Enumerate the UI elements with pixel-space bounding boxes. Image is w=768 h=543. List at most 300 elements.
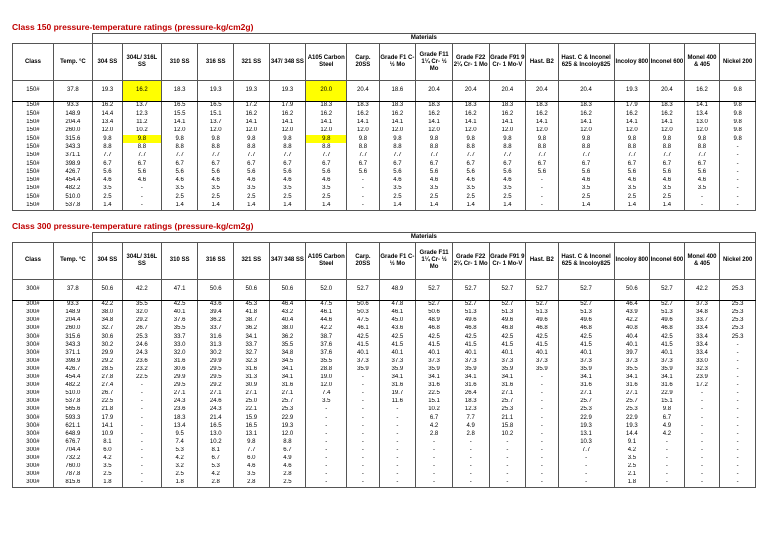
column-header: Grade F1 C-½ Mo <box>379 44 416 81</box>
table-cell: 40.1 <box>416 349 453 357</box>
table-cell: 22.9 <box>558 414 614 422</box>
blank-cell <box>13 34 93 44</box>
table-cell: 260.0 <box>53 127 92 135</box>
table-row <box>13 177 756 185</box>
table-cell: 150# <box>13 81 54 102</box>
table-cell: 35.9 <box>526 366 558 374</box>
table-cell: 13.4 <box>684 110 720 118</box>
table-cell: 18.3 <box>416 102 453 111</box>
table-cell: 33.4 <box>684 333 720 341</box>
table-cell: 8.8 <box>92 143 122 151</box>
table-cell: 300# <box>13 414 54 422</box>
table-cell: - <box>347 193 379 201</box>
table-cell: - <box>347 471 379 479</box>
table-cell: 13.1 <box>558 430 614 438</box>
table-cell: - <box>306 455 347 463</box>
table-cell: - <box>347 479 379 488</box>
table-cell: 3.5 <box>161 185 198 193</box>
column-header: 321 SS <box>234 44 270 81</box>
table-cell: 4.2 <box>614 447 650 455</box>
table-cell: 41.5 <box>452 341 489 349</box>
table-cell: 565.6 <box>53 406 92 414</box>
table-cell: 16.5 <box>198 422 234 430</box>
table-cell: 31.6 <box>558 382 614 390</box>
table-cell: 5.6 <box>269 168 306 176</box>
table-cell: 15.1 <box>650 398 685 406</box>
table-cell: 51.3 <box>558 309 614 317</box>
table-cell: - <box>416 463 453 471</box>
table-cell: - <box>122 382 161 390</box>
table-cell: 5.6 <box>92 168 122 176</box>
table-cell: 41.5 <box>526 341 558 349</box>
table-cell: - <box>452 438 489 446</box>
table-cell: 16.2 <box>489 110 526 118</box>
table-cell: - <box>122 463 161 471</box>
table-cell: 35.5 <box>161 325 198 333</box>
table-cell: 8.8 <box>269 438 306 446</box>
table-cell: - <box>379 479 416 488</box>
table-cell: 6.0 <box>234 455 270 463</box>
table-cell: 15.1 <box>416 398 453 406</box>
table-cell: 26.7 <box>92 390 122 398</box>
table-cell: 36.2 <box>234 325 270 333</box>
table-cell: 25.7 <box>269 398 306 406</box>
table-cell: 14.1 <box>526 119 558 127</box>
table-cell: 3.5 <box>614 185 650 193</box>
table-cell: 14.1 <box>489 119 526 127</box>
table-cell: 204.4 <box>53 317 92 325</box>
table-cell: 14.4 <box>614 430 650 438</box>
table-cell: 621.1 <box>53 422 92 430</box>
table-cell: 2.5 <box>269 479 306 488</box>
column-header: 347/ 348 SS <box>269 44 306 81</box>
table-cell: 10.2 <box>489 430 526 438</box>
table-row <box>13 185 756 193</box>
table-cell: 33.0 <box>161 341 198 349</box>
table-cell: - <box>720 447 756 455</box>
table-cell: - <box>558 463 614 471</box>
table-cell: 4.6 <box>558 177 614 185</box>
table-cell: 14.1 <box>684 102 720 111</box>
table-cell: 4.6 <box>234 463 270 471</box>
column-header: 321 SS <box>234 242 270 279</box>
table-cell: 6.7 <box>526 160 558 168</box>
table-row <box>13 414 756 422</box>
table-cell: 1.4 <box>379 202 416 211</box>
table-cell: 40.4 <box>269 317 306 325</box>
table-cell: 9.8 <box>452 135 489 143</box>
table-cell: 300# <box>13 398 54 406</box>
table-cell: 50.6 <box>416 309 453 317</box>
table-cell: 34.8 <box>92 317 122 325</box>
table-cell: - <box>720 455 756 463</box>
table-cell: - <box>347 463 379 471</box>
table-cell: 537.8 <box>53 398 92 406</box>
table-cell: 6.7 <box>614 160 650 168</box>
table-cell: 5.6 <box>379 168 416 176</box>
table-cell: 24.3 <box>161 398 198 406</box>
table-cell: - <box>684 447 720 455</box>
table-cell: - <box>526 382 558 390</box>
table-cell: 30.2 <box>92 341 122 349</box>
table-cell: 25.3 <box>558 406 614 414</box>
table-cell: 300# <box>13 382 54 390</box>
table-cell: 43.6 <box>379 325 416 333</box>
table-cell: 5.6 <box>347 168 379 176</box>
table-cell: 7.7 <box>650 152 685 160</box>
table-cell: 2.1 <box>614 471 650 479</box>
table-cell: 1.4 <box>452 202 489 211</box>
table-cell: - <box>720 193 756 201</box>
table-cell: 16.2 <box>269 110 306 118</box>
table-cell: 16.2 <box>92 102 122 111</box>
table-cell: 13.1 <box>234 430 270 438</box>
table-row <box>13 422 756 430</box>
table-cell: 2.5 <box>161 193 198 201</box>
table-cell: 1.8 <box>614 479 650 488</box>
table-cell: - <box>684 430 720 438</box>
column-header: Nickel 200 <box>720 242 756 279</box>
table-cell: 6.7 <box>684 160 720 168</box>
column-header: 304L/ 316L SS <box>122 44 161 81</box>
table-cell: 40.1 <box>614 341 650 349</box>
table-cell: 31.6 <box>379 382 416 390</box>
column-header: Grade F91 9 Cr- 1 Mo-V <box>489 242 526 279</box>
table-cell: 31.6 <box>452 382 489 390</box>
table-cell: 14.1 <box>379 119 416 127</box>
table-cell: 6.7 <box>379 160 416 168</box>
table-cell: 3.5 <box>306 398 347 406</box>
table-cell: 5.6 <box>122 168 161 176</box>
table-cell: 31.6 <box>650 382 685 390</box>
table-row <box>13 398 756 406</box>
table-cell: 2.8 <box>198 479 234 488</box>
table-cell: 2.5 <box>92 471 122 479</box>
table-cell: 27.1 <box>234 390 270 398</box>
table-cell: 38.0 <box>92 309 122 317</box>
table-cell: 300# <box>13 349 54 357</box>
table-cell: 2.5 <box>306 193 347 201</box>
table-cell: - <box>122 185 161 193</box>
table-cell: 3.5 <box>269 185 306 193</box>
table-cell: 9.8 <box>234 438 270 446</box>
table-cell: 300# <box>13 447 54 455</box>
table-cell: 9.8 <box>161 135 198 143</box>
table-cell: 4.6 <box>416 177 453 185</box>
table-cell: - <box>306 406 347 414</box>
table-cell: - <box>452 471 489 479</box>
table-cell: 22.5 <box>122 374 161 382</box>
table-cell: 13.4 <box>161 422 198 430</box>
table-row <box>13 479 756 488</box>
table-cell: 15.8 <box>489 422 526 430</box>
table-cell: 510.0 <box>53 193 92 201</box>
table-cell: 12.0 <box>379 127 416 135</box>
column-header: 304 SS <box>92 44 122 81</box>
table-cell: 27.1 <box>269 390 306 398</box>
table-cell: 300# <box>13 430 54 438</box>
table-cell: 42.5 <box>489 333 526 341</box>
table-cell: 4.6 <box>684 177 720 185</box>
table-cell: 34.1 <box>650 374 685 382</box>
table-cell: 22.9 <box>650 390 685 398</box>
table-cell: 34.1 <box>269 366 306 374</box>
table-cell: 1.8 <box>92 479 122 488</box>
table-cell: 21.1 <box>489 414 526 422</box>
table-cell: 20.4 <box>452 81 489 102</box>
table-cell: - <box>379 463 416 471</box>
table-cell: 52.7 <box>558 300 614 309</box>
table-cell: 36.2 <box>198 317 234 325</box>
table-cell: 300# <box>13 422 54 430</box>
table-cell: 15.9 <box>234 414 270 422</box>
table-cell: 16.5 <box>234 422 270 430</box>
column-header: Temp. °C <box>53 242 92 279</box>
table-row <box>13 102 756 111</box>
table-cell: 7.7 <box>269 152 306 160</box>
table-cell: 17.9 <box>614 102 650 111</box>
table-cell: 14.1 <box>558 119 614 127</box>
table-cell: 150# <box>13 143 54 151</box>
table-cell: 426.7 <box>53 168 92 176</box>
table-cell: 9.8 <box>416 135 453 143</box>
table-cell: 39.7 <box>614 349 650 357</box>
table-cell: 3.5 <box>416 185 453 193</box>
table-cell: 3.5 <box>614 455 650 463</box>
table-cell: 14.1 <box>306 119 347 127</box>
table-cell: 42.5 <box>347 333 379 341</box>
table-cell: 93.3 <box>53 300 92 309</box>
table-cell: 18.3 <box>161 81 198 102</box>
table-cell: 18.3 <box>161 414 198 422</box>
table-cell: 343.3 <box>53 341 92 349</box>
table-cell: 1.4 <box>489 202 526 211</box>
table-cell: 8.8 <box>416 143 453 151</box>
table-cell: 37.3 <box>558 358 614 366</box>
table-cell: 9.8 <box>650 135 685 143</box>
table-cell: 9.8 <box>379 135 416 143</box>
table-cell: 12.0 <box>347 127 379 135</box>
table-cell: 33.7 <box>161 333 198 341</box>
table-cell: 31.6 <box>198 333 234 341</box>
table-cell: 18.3 <box>650 102 685 111</box>
table-cell: 7.7 <box>234 447 270 455</box>
table-cell: - <box>347 185 379 193</box>
column-header: 316 SS <box>198 242 234 279</box>
table-cell: - <box>122 455 161 463</box>
table-cell: 2.5 <box>379 193 416 201</box>
table-cell: 1.4 <box>269 202 306 211</box>
table-cell: 37.3 <box>614 358 650 366</box>
column-header: Grade F91 9 Cr- 1 Mo-V <box>489 44 526 81</box>
table-cell: 46.8 <box>416 325 453 333</box>
table-cell: 4.2 <box>650 430 685 438</box>
table-cell: 30.6 <box>161 366 198 374</box>
table-cell: 37.3 <box>379 358 416 366</box>
table-cell: - <box>684 202 720 211</box>
table-cell: 1.4 <box>198 202 234 211</box>
table-cell: 732.2 <box>53 455 92 463</box>
table-cell: 34.1 <box>379 374 416 382</box>
table-cell: 5.3 <box>161 447 198 455</box>
table-row <box>13 447 756 455</box>
table-row <box>13 358 756 366</box>
table-cell: 19.3 <box>269 422 306 430</box>
table-cell: 787.8 <box>53 471 92 479</box>
table-cell: 29.2 <box>198 382 234 390</box>
table-cell: 47.5 <box>347 317 379 325</box>
table-cell: 7.7 <box>684 152 720 160</box>
table-cell: 5.6 <box>558 168 614 176</box>
table-cell: 40.1 <box>489 349 526 357</box>
table-cell: - <box>347 177 379 185</box>
table-cell: 25.3 <box>720 300 756 309</box>
table-cell: 37.3 <box>684 300 720 309</box>
table-cell: - <box>347 447 379 455</box>
table-cell: 13.0 <box>198 430 234 438</box>
table-cell: - <box>347 382 379 390</box>
table-cell: 6.7 <box>198 455 234 463</box>
table-cell: 9.8 <box>720 119 756 127</box>
table-cell: 5.3 <box>198 463 234 471</box>
table-cell: 11.2 <box>122 119 161 127</box>
table-cell: 49.6 <box>489 317 526 325</box>
table-cell: 5.6 <box>452 168 489 176</box>
table-cell: 12.0 <box>161 127 198 135</box>
table-cell: 13.7 <box>198 119 234 127</box>
table-cell: - <box>526 438 558 446</box>
table-cell: 46.8 <box>452 325 489 333</box>
table-cell: 40.1 <box>526 349 558 357</box>
table-cell: 33.4 <box>684 341 720 349</box>
table-cell: 9.1 <box>614 438 650 446</box>
table-cell: 19.0 <box>306 374 347 382</box>
table-cell: 13.7 <box>122 102 161 111</box>
table-cell: 4.6 <box>198 177 234 185</box>
table-cell: - <box>379 422 416 430</box>
table-cell: 7.7 <box>489 152 526 160</box>
table-cell: 37.8 <box>53 279 92 300</box>
table-cell: 24.3 <box>198 406 234 414</box>
table-cell: 35.9 <box>452 366 489 374</box>
table-cell: 46.1 <box>347 325 379 333</box>
table-cell: 16.2 <box>122 81 161 102</box>
table-cell: - <box>306 414 347 422</box>
table-cell: 50.6 <box>347 300 379 309</box>
table-cell: 300# <box>13 333 54 341</box>
table-cell: 29.5 <box>161 382 198 390</box>
table-cell: 52.7 <box>650 300 685 309</box>
table-cell: 3.5 <box>198 185 234 193</box>
table-cell: 23.6 <box>161 406 198 414</box>
table-cell: 46.1 <box>306 309 347 317</box>
table-cell: 20.4 <box>650 81 685 102</box>
table-cell: 482.2 <box>53 185 92 193</box>
table-cell: 42.5 <box>161 300 198 309</box>
table-cell: 25.3 <box>720 333 756 341</box>
table-cell: - <box>558 479 614 488</box>
table-cell: 35.5 <box>122 300 161 309</box>
table-cell: 6.7 <box>269 447 306 455</box>
table-cell: 7.7 <box>526 152 558 160</box>
table-cell: 35.9 <box>347 366 379 374</box>
table-cell: 37.3 <box>416 358 453 366</box>
table-cell: 14.1 <box>650 119 685 127</box>
table-row <box>13 374 756 382</box>
table-cell: - <box>650 471 685 479</box>
table-cell: 4.6 <box>269 463 306 471</box>
table-cell: 150# <box>13 119 54 127</box>
table-cell: 3.5 <box>234 471 270 479</box>
table-cell: 34.1 <box>452 374 489 382</box>
table-cell: 4.9 <box>269 455 306 463</box>
table-cell: 46.8 <box>489 325 526 333</box>
table-cell: 9.8 <box>558 135 614 143</box>
table-cell: - <box>122 471 161 479</box>
table-cell: 51.3 <box>526 309 558 317</box>
table-cell: 2.5 <box>416 193 453 201</box>
table-cell: 51.3 <box>489 309 526 317</box>
table-cell: - <box>489 471 526 479</box>
table-cell: 4.6 <box>234 177 270 185</box>
table-cell: - <box>379 430 416 438</box>
table-cell: - <box>122 438 161 446</box>
table-cell: - <box>650 455 685 463</box>
table-cell: - <box>452 479 489 488</box>
table-cell: 27.1 <box>614 390 650 398</box>
table-cell: 52.0 <box>306 279 347 300</box>
table-cell: - <box>306 479 347 488</box>
column-header: Carp. 20SS <box>347 44 379 81</box>
table-cell: 8.8 <box>161 143 198 151</box>
table-row <box>13 463 756 471</box>
table-cell: 24.6 <box>122 341 161 349</box>
table-cell: 31.6 <box>614 382 650 390</box>
table-cell: - <box>684 479 720 488</box>
table-cell: 20.4 <box>416 81 453 102</box>
table-cell: 5.6 <box>161 168 198 176</box>
table-cell: 593.3 <box>53 414 92 422</box>
table-cell: - <box>720 390 756 398</box>
table-cell: 10.3 <box>558 438 614 446</box>
table-cell: 2.5 <box>452 193 489 201</box>
table-cell: 9.8 <box>720 81 756 102</box>
table-cell: 9.5 <box>161 430 198 438</box>
table-cell: 9.8 <box>306 135 347 143</box>
table-cell: 25.7 <box>489 398 526 406</box>
table-cell: 50.6 <box>269 279 306 300</box>
table-cell: 150# <box>13 202 54 211</box>
table-cell: 38.7 <box>234 317 270 325</box>
table-cell: - <box>526 185 558 193</box>
table-cell: 32.0 <box>122 309 161 317</box>
table-cell: 29.9 <box>198 358 234 366</box>
table-cell: 300# <box>13 341 54 349</box>
table-cell: 16.2 <box>650 110 685 118</box>
table-cell: 41.5 <box>347 341 379 349</box>
table-cell: - <box>122 479 161 488</box>
table-cell: 6.7 <box>161 160 198 168</box>
table-cell: 300# <box>13 358 54 366</box>
table-cell: 9.8 <box>122 135 161 143</box>
table-cell: 17.9 <box>92 414 122 422</box>
table-cell: 49.6 <box>526 317 558 325</box>
table-cell: 4.2 <box>198 471 234 479</box>
table-cell: 33.7 <box>684 317 720 325</box>
table-cell: 25.3 <box>122 333 161 341</box>
table-cell: - <box>306 447 347 455</box>
table-cell: 33.0 <box>684 358 720 366</box>
